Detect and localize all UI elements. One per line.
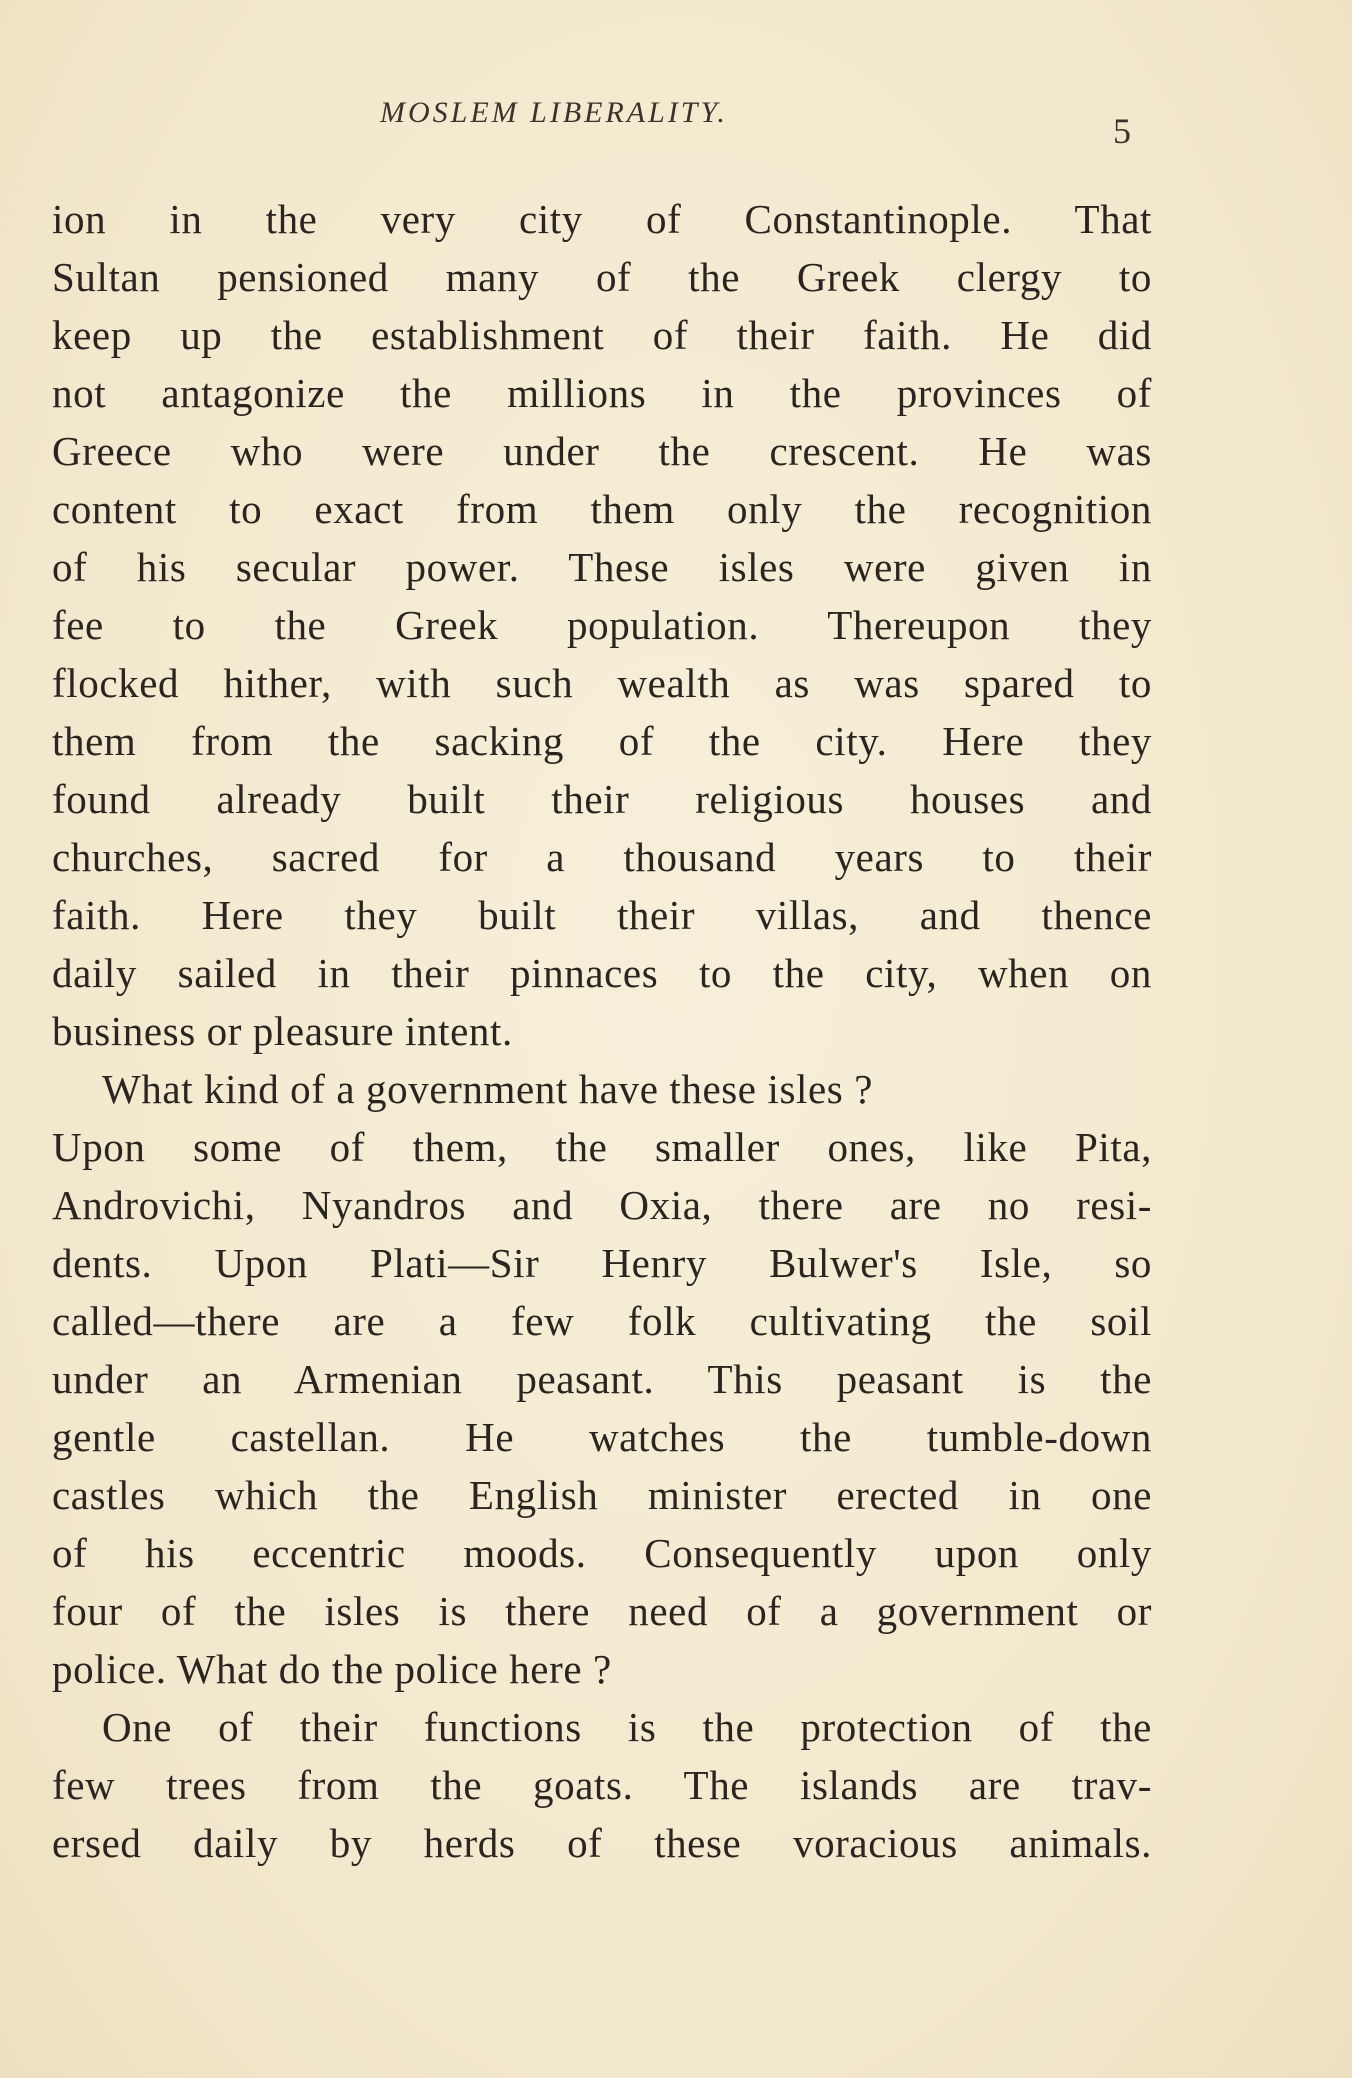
text-line: gentle castellan. He watches the tumble-down [52, 1414, 1152, 1460]
text-line: Sultan pensioned many of the Greek clergy to [52, 254, 1152, 300]
text-line: Greece who were under the crescent. He was [52, 428, 1152, 474]
text-line: under an Armenian peasant. This peasant is the [52, 1356, 1152, 1402]
text-line: of his secular power. These isles were given in [52, 544, 1152, 590]
text-line: fee to the Greek population. Thereupon they [52, 602, 1152, 648]
body-text [52, 190, 1152, 1872]
text-line: of his eccentric moods. Consequently upon only [52, 1530, 1152, 1576]
text-line: One of their functions is the protection of the [102, 1704, 1152, 1750]
text-line: keep up the establishment of their faith. He did [52, 312, 1152, 358]
page-number: 5 [1113, 111, 1131, 151]
text-line: called—there are a few folk cultivating the soil [52, 1298, 1152, 1344]
text-line: Upon some of them, the smaller ones, like Pita, [52, 1124, 1152, 1170]
text-line: four of the isles is there need of a government or [52, 1588, 1152, 1634]
text-line: What kind of a government have these isles ? [102, 1066, 873, 1112]
text-line: them from the sacking of the city. Here they [52, 718, 1152, 764]
text-line: content to exact from them only the recognition [52, 486, 1152, 532]
text-line: few trees from the goats. The islands are trav- [52, 1762, 1152, 1808]
text-line: Androvichi, Nyandros and Oxia, there are no resi- [52, 1182, 1152, 1228]
text-line: faith. Here they built their villas, and thence [52, 892, 1152, 938]
text-line: not antagonize the millions in the provinces of [52, 370, 1152, 416]
text-line: churches, sacred for a thousand years to their [52, 834, 1152, 880]
text-line: castles which the English minister erected in one [52, 1472, 1152, 1518]
text-line: ersed daily by herds of these voracious animals. [52, 1820, 1152, 1866]
text-line: police. What do the police here ? [52, 1646, 612, 1692]
text-line: flocked hither, with such wealth as was spared to [52, 660, 1152, 706]
text-line: found already built their religious houses and [52, 776, 1152, 822]
running-head: MOSLEM LIBERALITY. [380, 96, 728, 129]
text-line: ion in the very city of Constantinople. That [52, 196, 1152, 242]
text-line: daily sailed in their pinnaces to the city, when on [52, 950, 1152, 996]
text-line: business or pleasure intent. [52, 1008, 513, 1054]
text-line: dents. Upon Plati—Sir Henry Bulwer's Isle, so [52, 1240, 1152, 1286]
